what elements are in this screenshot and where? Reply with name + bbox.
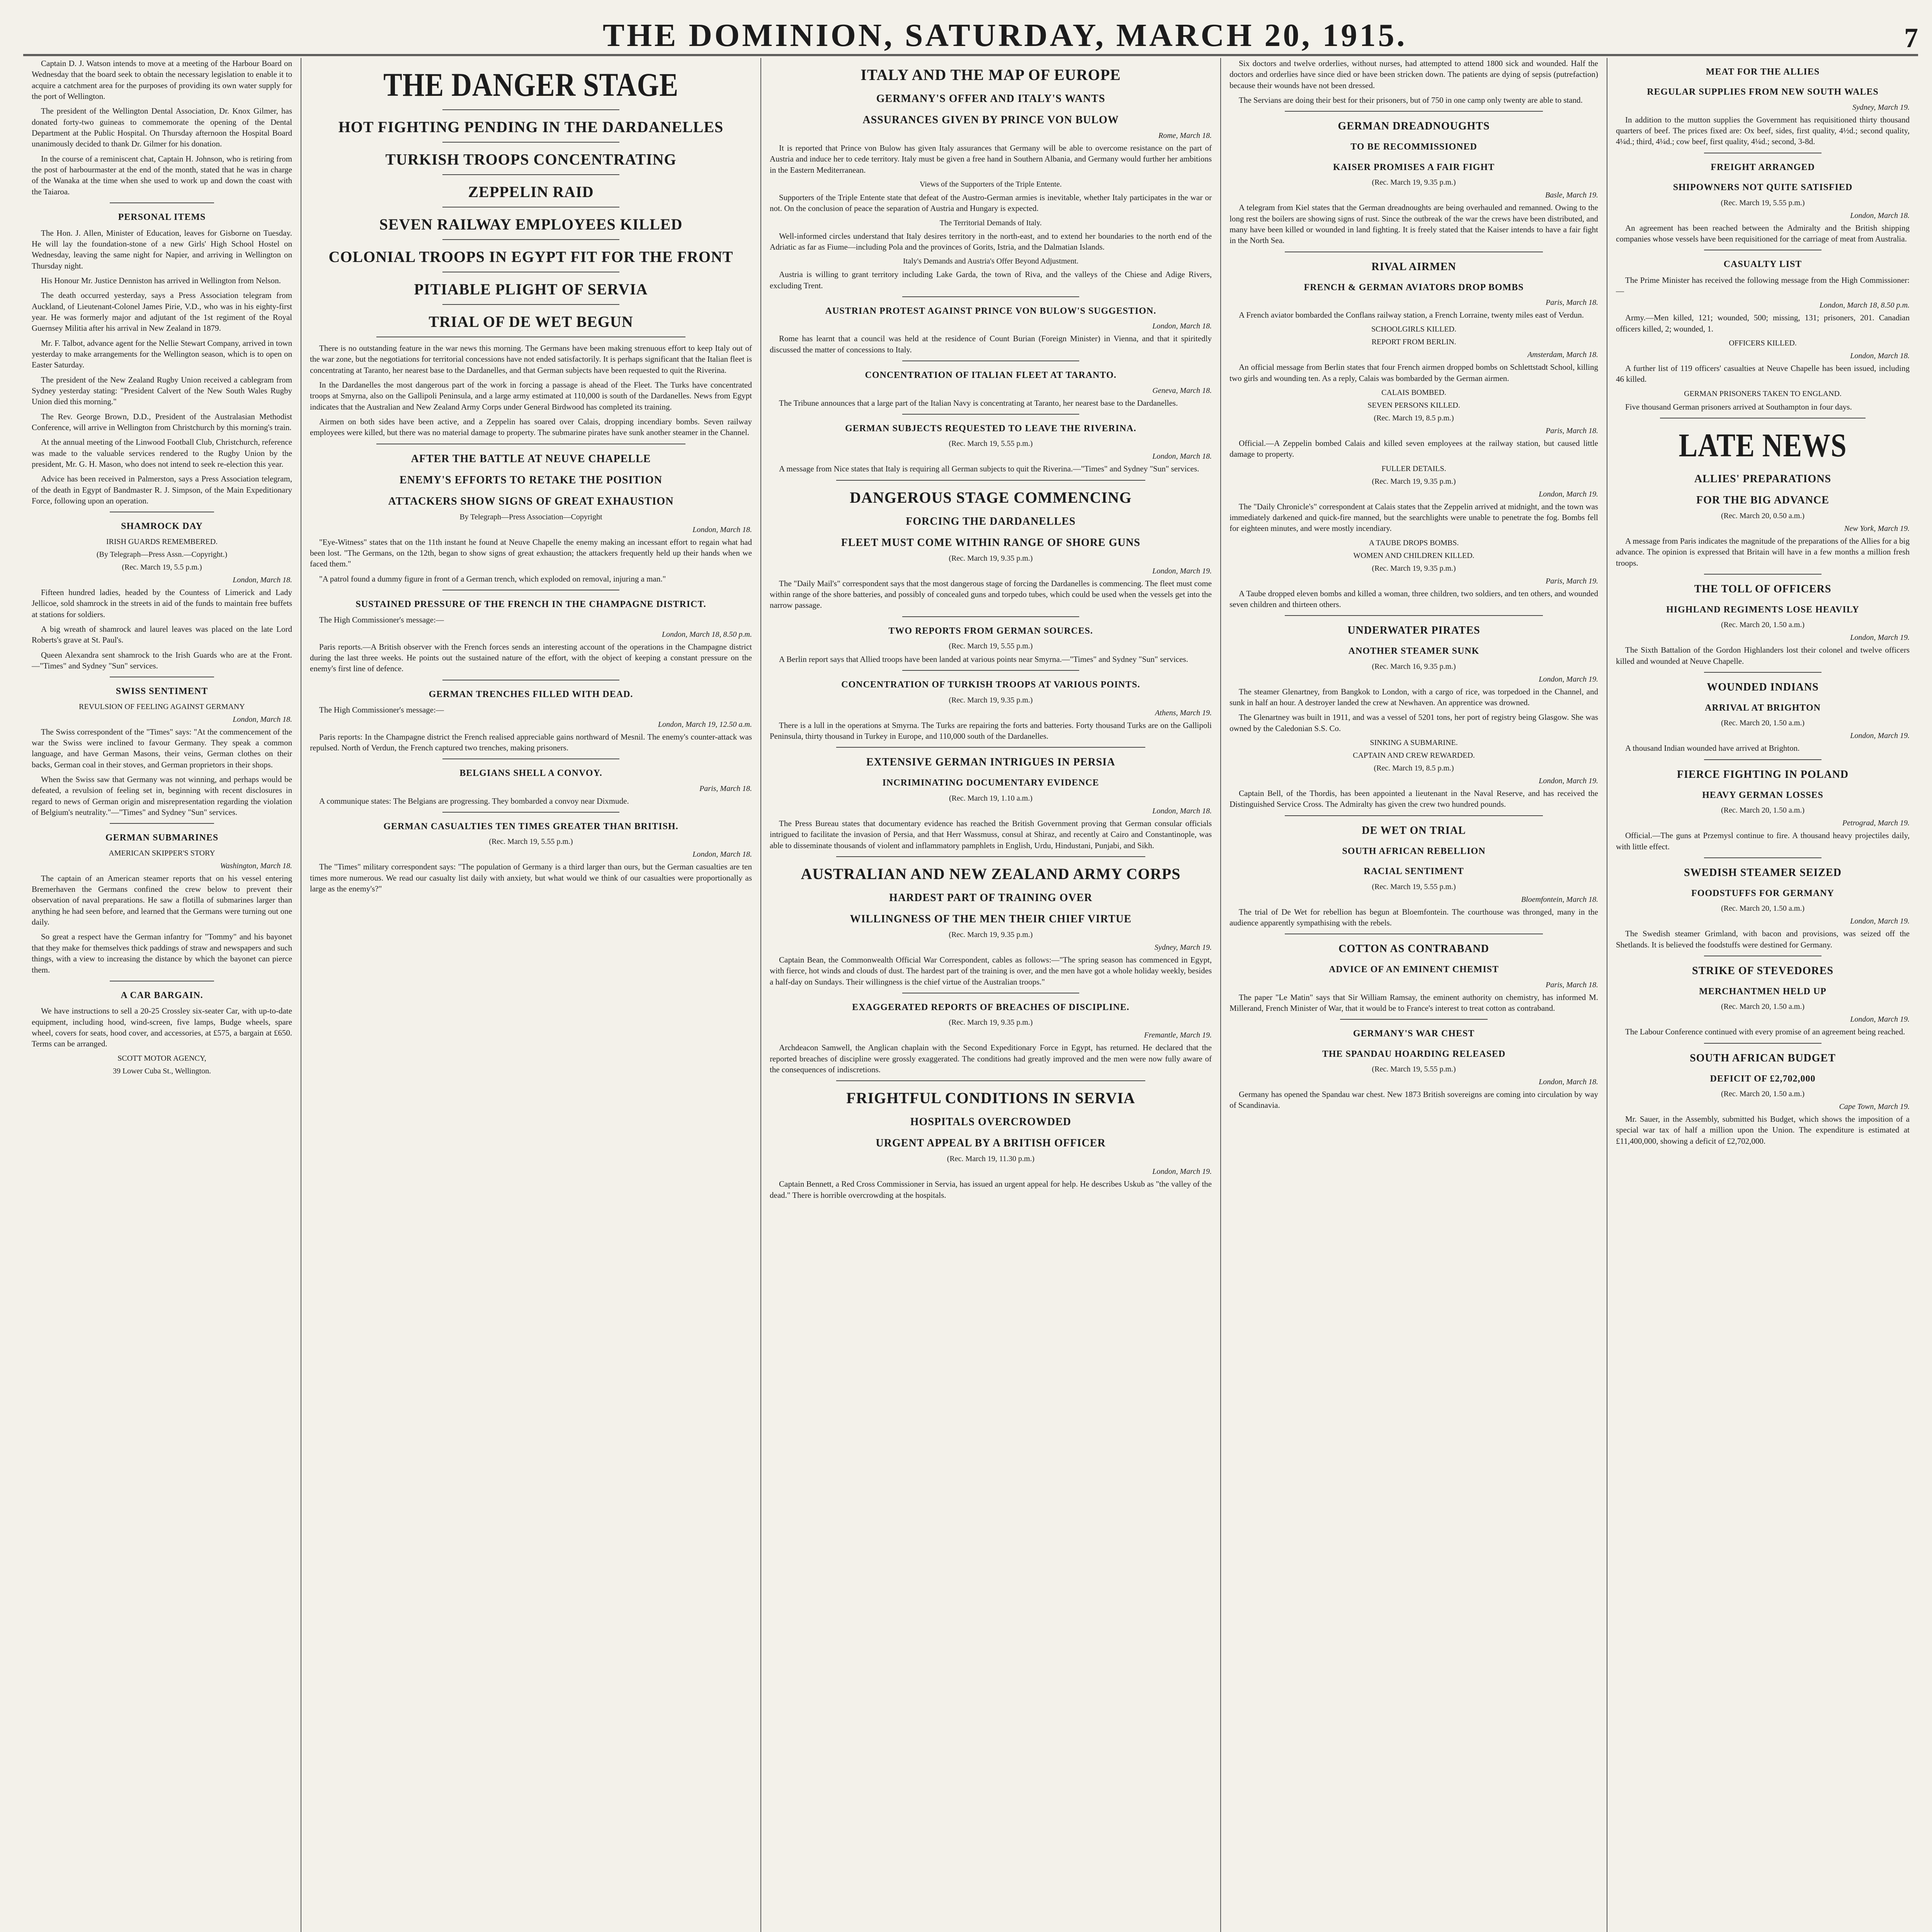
received-date: (Rec. March 19, 5.5 p.m.) — [122, 563, 202, 571]
headline: MERCHANTMEN HELD UP — [1699, 986, 1827, 997]
paragraph: The president of the Wellington Dental Association, Dr. Knox Gilmer, has donated forty-two guineas to commemorate the opening of the Dental Department at the Public Hospital. On Thursday afternoon the Hospital Board unanimously decided to thank Dr. Gilmer for his donation. — [32, 106, 292, 149]
headline: EXAGGERATED REPORTS OF BREACHES OF DISCIPLINE. — [852, 1002, 1129, 1012]
headline: DANGEROUS STAGE COMMENCING — [850, 488, 1132, 506]
headline: SEVEN RAILWAY EMPLOYEES KILLED — [379, 215, 683, 233]
dateline: Paris, March 18. — [1546, 980, 1598, 989]
paragraph: Well-informed circles understand that Italy desires territory in the north-east, and to extend her boundaries to the north end of the Adriatic as far as Fiume—including Pola and the provinces of Gorits, Istria, and the Dalmatian Islands. — [770, 231, 1212, 252]
paragraph: Mr. Sauer, in the Assembly, submitted his Budget, which shows the imposition of a special war tax of half a million upon the Union. The expenditure is estimated at £11,400,000, showing a deficit of £2,702,000. — [1616, 1114, 1910, 1146]
headline: UNDERWATER PIRATES — [1347, 624, 1480, 637]
paragraph: The Prime Minister has received the following message from the High Commissioner:— — [1616, 275, 1910, 296]
received-date: (Rec. March 19, 5.55 p.m.) — [949, 439, 1033, 448]
subheading: SEVEN PERSONS KILLED. — [1367, 401, 1460, 410]
received-date: (Rec. March 19, 5.55 p.m.) — [1372, 882, 1456, 891]
subheading: FULLER DETAILS. — [1381, 464, 1446, 473]
subheadline: IRISH GUARDS REMEMBERED. — [106, 537, 218, 546]
headline: SHIPOWNERS NOT QUITE SATISFIED — [1673, 182, 1853, 193]
dateline: London, March 19. — [1539, 675, 1598, 684]
headline: HOSPITALS OVERCROWDED — [910, 1116, 1071, 1128]
paragraph: An official message from Berlin states that four French airmen dropped bombs on Schlettstadt School, killing two girls and wounding ten. As a reply, Calais was bombarded by the German airmen. — [1230, 362, 1598, 383]
paragraph: A French aviator bombarded the Conflans railway station, a French Lorraine, twenty miles east of Verdun. — [1239, 310, 1584, 320]
headline: WOUNDED INDIANS — [1707, 681, 1819, 694]
subheading: The Territorial Demands of Italy. — [939, 218, 1042, 227]
headline: ITALY AND THE MAP OF EUROPE — [861, 66, 1121, 83]
divider — [110, 823, 214, 824]
headline: WILLINGNESS OF THE MEN THEIR CHIEF VIRTUE — [850, 913, 1132, 925]
paragraph: The "Daily Mail's" correspondent says that the most dangerous stage of forcing the Dardanelles is commencing. The fleet must come within range of the shore batteries, and possibly of concealed guns and torpedo tubes, which could be used when the vessels get into the narrow passage. — [770, 578, 1212, 610]
paragraph: Austria is willing to grant territory including Lake Garda, the town of Riva, and the valleys of the Chiese and Adige Rivers, excluding Trent. — [770, 270, 1212, 290]
headline: HARDEST PART OF TRAINING OVER — [889, 891, 1092, 904]
received-date: (Rec. March 20, 1.50 a.m.) — [1721, 1090, 1805, 1099]
columns — [23, 58, 1918, 1932]
headline: GERMANY'S WAR CHEST — [1353, 1029, 1475, 1039]
headline: AUSTRALIAN AND NEW ZEALAND ARMY CORPS — [801, 865, 1181, 883]
received-date: (Rec. March 20, 1.50 a.m.) — [1721, 904, 1805, 913]
headline: BELGIANS SHELL A CONVOY. — [459, 768, 602, 779]
headline: COLONIAL TROOPS IN EGYPT FIT FOR THE FRONT — [328, 248, 733, 265]
headline: SHAMROCK DAY — [121, 521, 203, 532]
subheading: A TAUBE DROPS BOMBS. — [1369, 538, 1459, 547]
paragraph: Six doctors and twelve orderlies, without nurses, had attempted to attend 1800 sick and wounded. Half the doctors and orderlies have since died or have been stricken down. The patients are dying of sepsis (putrefaction) because their wounds have not been dressed. — [1230, 59, 1598, 90]
divider — [902, 414, 1079, 415]
subheading: Italy's Demands and Austria's Offer Beyond Adjustment. — [903, 257, 1078, 266]
paragraph: Mr. F. Talbot, advance agent for the Nellie Stewart Company, arrived in town yesterday to make arrangements for the Wellington season, which is to open on Easter Saturday. — [32, 338, 292, 370]
subheadline: AMERICAN SKIPPER'S STORY — [109, 849, 215, 857]
headline: PERSONAL ITEMS — [118, 212, 206, 223]
divider — [836, 747, 1146, 748]
headline: PITIABLE PLIGHT OF SERVIA — [414, 280, 648, 298]
paragraph: The trial of De Wet for rebellion has begun at Bloemfontein. The courthouse was thronged, many in the audience apparently sympathising with the rebels. — [1230, 907, 1598, 927]
headline-main: THE DANGER STAGE — [383, 66, 679, 103]
paragraph: In addition to the mutton supplies the Government has requisitioned thirty thousand quarters of beef. The prices fixed are: Ox beef, sides, first quality, 4½d.; second quality, 4¼d.; third, 4¼d.; cow beef, first quality, 4¼d.; second, 3-8d. — [1616, 115, 1910, 146]
divider — [902, 296, 1079, 297]
received-date: (Rec. March 19, 9.35 p.m.) — [1372, 564, 1456, 573]
received-date: (Rec. March 19, 9.35 p.m.) — [1372, 178, 1456, 187]
masthead — [23, 8, 1918, 56]
paragraph: Captain Bean, the Commonwealth Official War Correspondent, cables as follows:—"The spring season has commenced in Egypt, with fierce, hot winds and clouds of dust. The hardest part of the training is over, and the men have got a whole holiday weekly, besides a half-day on Sundays. Their willingness is the chief virtue of the Australian troops." — [770, 955, 1212, 986]
headline: FRIGHTFUL CONDITIONS IN SERVIA — [846, 1089, 1135, 1107]
subheading: CAPTAIN AND CREW REWARDED. — [1353, 751, 1475, 760]
received-date: (Rec. March 19, 9.35 p.m.) — [949, 696, 1033, 704]
headline: FOR THE BIG ADVANCE — [1696, 494, 1829, 506]
headline: INCRIMINATING DOCUMENTARY EVIDENCE — [882, 778, 1099, 788]
dateline: Geneva, March 18. — [1152, 386, 1212, 395]
headline: CONCENTRATION OF ITALIAN FLEET AT TARANTO. — [865, 370, 1117, 381]
dateline: London, March 18. — [692, 850, 752, 859]
headline: TO BE RECOMMISSIONED — [1350, 142, 1477, 152]
headline: GERMANY'S OFFER AND ITALY'S WANTS — [876, 93, 1105, 105]
dateline: Petrograd, March 19. — [1842, 819, 1910, 828]
headline: FRENCH & GERMAN AVIATORS DROP BOMBS — [1304, 282, 1524, 293]
headline: THE TOLL OF OFFICERS — [1694, 583, 1832, 595]
dateline: London, March 18. — [1152, 806, 1212, 815]
received-date: (Rec. March 20, 1.50 a.m.) — [1721, 1002, 1805, 1011]
received-date: (Rec. March 16, 9.35 p.m.) — [1372, 662, 1456, 671]
headline: TURKISH TROOPS CONCENTRATING — [385, 150, 677, 168]
headline: SUSTAINED PRESSURE OF THE FRENCH IN THE CHAMPAGNE DISTRICT. — [355, 599, 706, 610]
divider — [1704, 574, 1821, 575]
divider — [1704, 759, 1821, 760]
headline: GERMAN SUBMARINES — [105, 833, 219, 843]
dateline: London, March 19. — [1850, 731, 1910, 740]
paragraph: Official.—A Zeppelin bombed Calais and killed seven employees at the railway station, but caused little damage to property. — [1230, 438, 1598, 459]
dateline: Paris, March 19. — [1546, 577, 1598, 585]
received-date: (Rec. March 19, 9.35 p.m.) — [949, 1018, 1033, 1027]
headline: EXTENSIVE GERMAN INTRIGUES IN PERSIA — [866, 756, 1116, 769]
headline: URGENT APPEAL BY A BRITISH OFFICER — [876, 1137, 1106, 1150]
dateline: Sydney, March 19. — [1154, 943, 1212, 952]
received-date: (Rec. March 19, 9.35 p.m.) — [949, 554, 1033, 563]
received-date: (Rec. March 19, 5.55 p.m.) — [489, 837, 573, 846]
divider — [442, 812, 619, 813]
byline: By Telegraph—Press Association—Copyright — [459, 512, 602, 521]
paragraph: The Tribune announces that a large part of the Italian Navy is concentrating at Taranto, her nearest base to the Dardanelles. — [779, 398, 1178, 408]
paragraph: Germany has opened the Spandau war chest. New 1873 British sovereigns are coming into circulation by way of Scandinavia. — [1230, 1090, 1598, 1110]
paragraph: The death occurred yesterday, says a Press Association telegram from Auckland, of Lieutenant-Colonel James Pirie, V.D., who was in his eighty-first year. He was formerly major and adjutant of the 1st regiment of the Royal Guernsey Militia after his arrival in New Zealand in 1879. — [32, 291, 292, 333]
headline: GERMAN SUBJECTS REQUESTED TO LEAVE THE RIVERINA. — [845, 423, 1136, 434]
subheading: WOMEN AND CHILDREN KILLED. — [1353, 551, 1475, 560]
dateline: London, March 18. — [1850, 352, 1910, 361]
paragraph: "Eye-Witness" states that on the 11th instant he found at Neuve Chapelle the enemy making an incessant effort to regain what had been lost. "The Germans, on the 12th, began to show signs of great exhaustion; the attackers frequently held up their hands when we faced them." — [310, 537, 752, 569]
headline: FLEET MUST COME WITHIN RANGE OF SHORE GUNS — [841, 536, 1141, 549]
received-date: (Rec. March 19, 5.55 p.m.) — [949, 642, 1033, 651]
paragraph: A telegram from Kiel states that the German dreadnoughts are being overhauled and remanned. Owing to the long rest the boilers are showing signs of rust. Since the outbreak of the war the crews have been distributed, and many have been killed or wounded in land fighting. It is freely stated that the Kaiser intends to have a fair fight in the North Sea. — [1230, 203, 1598, 245]
dateline: Rome, March 18. — [1158, 131, 1212, 140]
headline: CASUALTY LIST — [1723, 259, 1802, 270]
received-date: (Rec. March 20, 1.50 a.m.) — [1721, 806, 1805, 815]
column-2 — [301, 58, 761, 1932]
column-1 — [23, 58, 301, 1932]
dateline: London, March 19, 12.50 a.m. — [658, 720, 752, 729]
divider — [836, 1080, 1146, 1081]
subheading: OFFICERS KILLED. — [1729, 339, 1797, 348]
paragraph: There is no outstanding feature in the war news this morning. The Germans have been making strenuous effort to keep Italy out of the war zone, but the negotiations for territorial concessions have not ended satisfactorily. It is perhaps significant that the Italian fleet is concentrating at Taranto, her nearest base to the Dardanelles, and that German subjects have been requested to quit the Riverina. — [310, 343, 752, 375]
divider — [442, 142, 619, 143]
divider — [110, 202, 214, 203]
headline: FORCING THE DARDANELLES — [906, 515, 1076, 527]
dateline: Paris, March 18. — [699, 784, 752, 793]
dateline: Cape Town, March 19. — [1839, 1102, 1910, 1111]
dateline: Paris, March 18. — [1546, 298, 1598, 307]
subheading: Views of the Supporters of the Triple Entente. — [920, 180, 1062, 189]
paragraph: The High Commissioner's message:— — [319, 705, 444, 715]
headline: FREIGHT ARRANGED — [1711, 162, 1815, 172]
paragraph: Five thousand German prisoners arrived at Southampton in four days. — [1625, 402, 1852, 412]
dateline: London, March 18. — [233, 715, 292, 724]
paragraph: Army.—Men killed, 121; wounded, 500; missing, 131; prisoners, 201. Canadian officers killed, 2; wounded, 1. — [1616, 313, 1910, 333]
paragraph: Official.—The guns at Przemysl continue to fire. A thousand heavy projectiles daily, with little effect. — [1616, 831, 1910, 851]
received-date: (Rec. March 20, 1.50 a.m.) — [1721, 719, 1805, 728]
dateline: London, March 18. — [1152, 322, 1212, 331]
paragraph: When the Swiss saw that Germany was not winning, and perhaps would be defeated, a revulsion of feeling set in, beginning with recent disclosures in regard to news of German origin and misrepresentation regarding the violation of Belgium's neutrality."—"Times" and Sydney "Sun" services. — [32, 774, 292, 817]
paragraph: In the course of a reminiscent chat, Captain H. Johnson, who is retiring from the post of harbourmaster at the end of the month, stated that he was in charge of the Wanaka at the time when she used to work up and down the coast with the Taiaroa. — [32, 154, 292, 196]
headline: GERMAN DREADNOUGHTS — [1338, 120, 1490, 133]
paragraph: His Honour Mr. Justice Denniston has arrived in Wellington from Nelson. — [41, 276, 281, 285]
received-date: (Rec. March 19, 8.5 p.m.) — [1374, 764, 1454, 773]
paragraph: Archdeacon Samwell, the Anglican chaplain with the Second Expeditionary Force in Egypt, has returned. He declared that the reported breaches of discipline were grossly exaggerated. The conditions had greatly improved and the men were now fully aware of the consequences of indiscretions. — [770, 1043, 1212, 1075]
headline: MEAT FOR THE ALLIES — [1706, 67, 1820, 77]
received-date: (Rec. March 19, 9.35 p.m.) — [949, 930, 1033, 939]
received-date: (Rec. March 19, 9.35 p.m.) — [1372, 477, 1456, 486]
received-date: (Rec. March 19, 5.55 p.m.) — [1372, 1065, 1456, 1074]
dateline: London, March 18. — [692, 525, 752, 534]
headline: ENEMY'S EFFORTS TO RETAKE THE POSITION — [400, 474, 662, 486]
headline: ASSURANCES GIVEN BY PRINCE VON BULOW — [862, 114, 1119, 126]
paragraph: A communique states: The Belgians are progressing. They bombarded a convoy near Dixmude. — [319, 796, 629, 806]
paragraph: It is reported that Prince von Bulow has given Italy assurances that Germany will be able to overcome resistance on the part of Austria and induce her to cede territory. Italy must be given a free hand in Southern Albania, and Germany would further her ambitions in the Eastern Mediterranean. — [770, 143, 1212, 175]
paragraph: The president of the New Zealand Rugby Union received a cablegram from Sydney yesterday stating: "President Calvert of the New South Wales Rugby Union died this morning." — [32, 375, 292, 406]
paragraph: A thousand Indian wounded have arrived at Brighton. — [1625, 743, 1800, 753]
paragraph: A message from Paris indicates the magnitude of the preparations of the Allies for a big advance. The opinion is expressed that Britain will have in a few months a million fresh troops. — [1616, 536, 1910, 568]
received-date: (Rec. March 19, 5.55 p.m.) — [1721, 198, 1805, 207]
divider — [442, 109, 619, 110]
divider — [442, 239, 619, 240]
received-date: (Rec. March 19, 11.30 p.m.) — [947, 1155, 1035, 1163]
dateline: Bloemfontein, March 18. — [1521, 895, 1598, 904]
headline: TRIAL OF DE WET BEGUN — [429, 313, 633, 330]
dateline: Athens, March 19. — [1155, 708, 1212, 717]
headline: KAISER PROMISES A FAIR FIGHT — [1333, 162, 1495, 172]
paragraph: A Taube dropped eleven bombs and killed a woman, three children, two soldiers, and ten others, and wounded seven children and thirteen others. — [1230, 588, 1598, 609]
headline: SOUTH AFRICAN REBELLION — [1342, 846, 1486, 856]
paragraph: The Press Bureau states that documentary evidence has reached the British Government proving that German consular officials intrigued to facilitate the invasion of Persia, and that Herr Wassmuss, consul at Shiraz, and recently at Cairo and Constantinople, was able to disseminate thousands of violent and inflammatory pamphlets in English, Urdu, Hindustani, Punjabi, and Sikh. — [770, 818, 1212, 850]
received-date: (Rec. March 19, 8.5 p.m.) — [1374, 413, 1454, 422]
headline: GERMAN TRENCHES FILLED WITH DEAD. — [429, 689, 633, 699]
dateline: London, March 18. — [1152, 452, 1212, 461]
dateline: London, March 18, 8.50 p.m. — [662, 630, 752, 639]
headline: FOODSTUFFS FOR GERMANY — [1691, 888, 1834, 898]
headline: AFTER THE BATTLE AT NEUVE CHAPELLE — [411, 452, 651, 465]
masthead-title: THE DOMINION, SATURDAY, MARCH 20, 1915. — [603, 17, 1407, 53]
subheading: GERMAN PRISONERS TAKEN TO ENGLAND. — [1684, 389, 1842, 398]
received-date: (Rec. March 20, 0.50 a.m.) — [1721, 511, 1805, 520]
dateline: Washington, March 18. — [220, 861, 292, 870]
advert-address: 39 Lower Cuba St., Wellington. — [112, 1066, 211, 1075]
dateline: Amsterdam, March 18. — [1527, 350, 1598, 359]
paragraph: A further list of 119 officers' casualties at Neuve Chapelle has been issued, including 46 killed. — [1616, 364, 1910, 384]
paragraph: The captain of an American steamer reports that on his vessel entering Bremerhaven the Germans confined the crew below to prevent their observation of naval preparations. He saw a flotilla of submarines larger than anything he had seen before, and learned that the Germans were turning out one daily. — [32, 873, 292, 927]
divider — [1285, 615, 1543, 616]
paragraph: Captain Bell, of the Thordis, has been appointed a lieutenant in the Naval Reserve, and has received the Distinguished Service Cross. The Admiralty has given the crew two hundred pounds. — [1230, 789, 1598, 809]
headline: COTTON AS CONTRABAND — [1338, 943, 1489, 955]
divider — [1285, 111, 1543, 112]
paragraph: The "Times" military correspondent says: "The population of Germany is a third larger than ours, but the German casualties are ten times more numerous. We read our casualty list daily with anxiety, but what would we think of our casualties were proportionally as large as the enemy's?" — [310, 862, 752, 894]
divider — [442, 304, 619, 305]
dateline: London, March 19. — [1850, 633, 1910, 642]
paragraph: The Labour Conference continued with every promise of an agreement being reached. — [1625, 1027, 1905, 1037]
divider — [1704, 857, 1821, 858]
paragraph: There is a lull in the operations at Smyrna. The Turks are repairing the forts and batteries. Forty thousand Turks are on the Gallipoli Peninsula, thirty thousand in Turkey in Europe, and 110,000 south of the Dardanelles. — [770, 720, 1212, 741]
divider — [836, 480, 1146, 481]
paragraph: The Rev. George Brown, D.D., President of the Australasian Methodist Conference, will arrive in Wellington from Christchurch by this morning's train. — [32, 412, 292, 432]
column-4 — [1221, 58, 1607, 1932]
headline: STRIKE OF STEVEDORES — [1692, 964, 1833, 977]
headline: ANOTHER STEAMER SUNK — [1348, 646, 1480, 656]
headline: AUSTRIAN PROTEST AGAINST PRINCE VON BULOW'S SUGGESTION. — [825, 306, 1156, 316]
headline: REGULAR SUPPLIES FROM NEW SOUTH WALES — [1647, 87, 1879, 97]
column-3 — [761, 58, 1221, 1932]
headline: HEAVY GERMAN LOSSES — [1702, 790, 1823, 800]
paragraph: At the annual meeting of the Linwood Football Club, Christchurch, reference was made to the valuable services rendered to the Rugby Union by the president, Mr. G. H. Mason, who does not intend to seek re-election this year. — [32, 437, 292, 469]
headline: HIGHLAND REGIMENTS LOSE HEAVILY — [1666, 605, 1859, 615]
advert-name: SCOTT MOTOR AGENCY, — [117, 1054, 206, 1063]
paragraph: Airmen on both sides have been active, and a Zeppelin has soared over Calais, dropping incendiary bombs. Seven railway employees were killed, but there was no material damage to property. The submarine pirates have sunk another steamer in the Channel. — [310, 417, 752, 437]
headline: DEFICIT OF £2,702,000 — [1710, 1073, 1816, 1084]
dateline: Basle, March 19. — [1545, 191, 1598, 200]
dateline: London, March 19. — [1850, 1015, 1910, 1024]
paragraph: The Servians are doing their best for their prisoners, but of 750 in one camp only twenty are able to stand. — [1239, 95, 1583, 105]
divider — [902, 616, 1079, 617]
paragraph: A message from Nice states that Italy is requiring all German subjects to quit the Riverina.—"Times" and Sydney "Sun" services. — [779, 464, 1199, 474]
dateline: New York, March 19. — [1844, 524, 1910, 533]
paragraph: Queen Alexandra sent shamrock to the Irish Guards who are at the Front.—"Times" and Sydney "Sun" services. — [32, 650, 292, 670]
paragraph: Paris reports: In the Champagne district the French realised appreciable gains northward of Mesnil. The enemy's counter-attack was repulsed. North of Verdun, the French captured two trenches, making prisoners. — [310, 732, 752, 752]
headline: SOUTH AFRICAN BUDGET — [1690, 1052, 1836, 1064]
advert-headline: A CAR BARGAIN. — [121, 990, 203, 1000]
paragraph: The Sixth Battalion of the Gordon Highlanders lost their colonel and twelve officers killed and wounded at Neuve Chapelle. — [1616, 645, 1910, 666]
divider — [836, 856, 1146, 857]
headline: SWISS SENTIMENT — [116, 686, 208, 697]
headline: ADVICE OF AN EMINENT CHEMIST — [1328, 964, 1499, 975]
divider — [442, 174, 619, 175]
dateline: Sydney, March 19. — [1852, 103, 1910, 112]
paragraph: The steamer Glenartney, from Bangkok to London, with a cargo of rice, was torpedoed in the Channel, and sunk in half an hour. A destroyer landed the crew at Newhaven. An apprentice was drowned. — [1230, 687, 1598, 707]
subheadline: REVULSION OF FEELING AGAINST GERMANY — [79, 702, 245, 711]
dateline: London, March 19. — [1539, 490, 1598, 498]
dateline: London, March 19. — [1539, 777, 1598, 786]
headline: ATTACKERS SHOW SIGNS OF GREAT EXHAUSTION — [388, 495, 674, 507]
paragraph: Rome has learnt that a council was held at the residence of Count Burian (Foreign Minister) in Vienna, and that it spiritedly discussed the matter of concessions to Italy. — [770, 334, 1212, 354]
paragraph: The Hon. J. Allen, Minister of Education, leaves for Gisborne on Tuesday. He will lay the foundation-stone of a new Girls' High School Hostel on Wednesday, leaving the same night for Napier, and arriving in Wellington on Thursday night. — [32, 228, 292, 270]
received-date: (Rec. March 19, 1.10 a.m.) — [949, 794, 1033, 803]
subheading: SCHOOLGIRLS KILLED. — [1371, 325, 1456, 334]
headline-late-news: LATE NEWS — [1679, 427, 1847, 464]
divider — [1704, 1043, 1821, 1044]
paragraph: The Swiss correspondent of the "Times" says: "At the commencement of the war the Swiss were inclined to favour Germany. They speak a common language, and have German Masons, their veins, German clothes on their backs, German coal in their stoves, and German proprietors in their shops. — [32, 727, 292, 769]
headline: ALLIES' PREPARATIONS — [1694, 473, 1832, 485]
divider — [902, 670, 1079, 671]
subheading: REPORT FROM BERLIN. — [1371, 338, 1456, 347]
divider — [1340, 1019, 1488, 1020]
divider — [1704, 672, 1821, 673]
headline: ARRIVAL AT BRIGHTON — [1705, 703, 1821, 713]
headline: HOT FIGHTING PENDING IN THE DARDANELLES — [338, 118, 724, 136]
paragraph: In the Dardanelles the most dangerous part of the work in forcing a passage is ahead of the Fleet. The Turks have concentrated troops at Smyrna, also on the Gallipoli Peninsula, and a large army estimated at 110,000 is south of the Dardanelles. News from Egypt indicates that the Australian and New Zealand Army Corps under General Birdwood has completed its training. — [310, 380, 752, 412]
dateline: Fremantle, March 19. — [1144, 1031, 1212, 1040]
paragraph: "A patrol found a dummy figure in front of a German trench, which exploded on removal, injuring a man." — [319, 574, 666, 583]
page-number: 7 — [1904, 22, 1918, 53]
dateline: London, March 18. — [1539, 1078, 1598, 1087]
headline: GERMAN CASUALTIES TEN TIMES GREATER THAN BRITISH. — [383, 821, 679, 832]
dateline: London, March 18. — [233, 575, 292, 584]
paragraph: Captain D. J. Watson intends to move at a meeting of the Harbour Board on Wednesday that the board seek to obtain the necessary legislation to enable it to acquire a catchment area for the purposes of providing its own water supply for the port of Wellington. — [32, 59, 292, 101]
headline: TWO REPORTS FROM GERMAN SOURCES. — [888, 626, 1093, 636]
headline: FIERCE FIGHTING IN POLAND — [1677, 768, 1849, 781]
dateline: London, March 18. — [1850, 211, 1910, 220]
paragraph: The Glenartney was built in 1911, and was a vessel of 5201 tons, her port of registry being Glasgow. She was owned by the Caledonian S.S. Co. — [1230, 713, 1598, 733]
dateline: London, March 19. — [1152, 1167, 1212, 1176]
paragraph: The paper "Le Matin" says that Sir William Ramsay, the eminent authority on chemistry, has informed M. Millerand, French Minister of War, that it would be to France's interest to treat cotton as contraband. — [1230, 992, 1598, 1013]
paragraph: Paris reports.—A British observer with the French forces sends an interesting account of the operations in the Champagne district during the last three weeks. He points out the sustained nature of the effort, with the object of keeping a constant pressure on the enemy's first line of defence. — [310, 642, 752, 673]
headline: CONCENTRATION OF TURKISH TROOPS AT VARIOUS POINTS. — [841, 680, 1140, 690]
paragraph: Captain Bennett, a Red Cross Commissioner in Servia, has issued an urgent appeal for help. He describes Uskub as "the valley of the dead." There is horrible overcrowding at the hospitals. — [770, 1179, 1212, 1200]
paragraph: A big wreath of shamrock and laurel leaves was placed on the late Lord Roberts's grave at St. Paul's. — [32, 624, 292, 645]
received-date: (Rec. March 20, 1.50 a.m.) — [1721, 621, 1805, 629]
paragraph: The Swedish steamer Grimland, with bacon and provisions, was seized off the Shetlands. It is believed the foodstuffs were destined for Germany. — [1616, 929, 1910, 949]
column-5 — [1607, 58, 1918, 1932]
headline: RACIAL SENTIMENT — [1364, 866, 1464, 877]
paragraph: Fifteen hundred ladies, headed by the Countess of Limerick and Lady Jellicoe, sold shamrock in the streets in aid of the funds to maintain free buffets at stations for soldiers. — [32, 587, 292, 619]
advert-text: We have instructions to sell a 20-25 Crossley six-seater Car, with up-to-date equipment, including hood, wind-screen, five lamps, Budge wheels, spare wheel, covers for seats, hood cover, and accessories, at £575, a bargain at £650. Terms can be arranged. — [32, 1006, 292, 1049]
paragraph: Supporters of the Triple Entente state that defeat of the Austro-German armies is inevitable, whether Italy participates in the war or not. On the conclusion of peace the separation of Austria and Hungary is expected. — [770, 193, 1212, 213]
headline: THE SPANDAU HOARDING RELEASED — [1322, 1049, 1506, 1059]
paragraph: A Berlin report says that Allied troops have been landed at various points near Smyrna.—"Times" and Sydney "Sun" services. — [779, 655, 1188, 664]
headline: SWEDISH STEAMER SEIZED — [1684, 866, 1842, 879]
divider — [1285, 815, 1543, 816]
paragraph: Advice has been received in Palmerston, says a Press Association telegram, of the death in Egypt of Bandmaster R. J. Simpson, of the Main Expeditionary Force, following upon an operation. — [32, 474, 292, 506]
paragraph: The High Commissioner's message:— — [319, 615, 444, 625]
paragraph: The "Daily Chronicle's" correspondent at Calais states that the Zeppelin arrived at midnight, and the town was immediately darkened and quick-fire manned, but the searchlights were unable to penetrate the fog. Bombs fell for eighteen minutes, and were mostly incendiary. — [1230, 502, 1598, 533]
headline: RIVAL AIRMEN — [1371, 260, 1456, 273]
dateline: London, March 19. — [1850, 917, 1910, 926]
dateline: Paris, March 18. — [1546, 426, 1598, 435]
paragraph: So great a respect have the German infantry for "Tommy" and his bayonet that they make for themselves thick paddings of straw and newspapers and such things, with a view to increasing the distance by which the bayonet can pierce them. — [32, 932, 292, 975]
subheading: CALAIS BOMBED. — [1381, 388, 1446, 397]
headline: ZEPPELIN RAID — [468, 183, 594, 201]
paragraph: An agreement has been reached between the Admiralty and the British shipping companies whose vessels have been requisitioned for the carriage of meat from Australia. — [1616, 223, 1910, 243]
headline: DE WET ON TRIAL — [1362, 824, 1466, 837]
subheading: SINKING A SUBMARINE. — [1370, 738, 1458, 747]
byline: (By Telegraph—Press Assn.—Copyright.) — [96, 550, 228, 559]
dateline: London, March 18, 8.50 p.m. — [1819, 301, 1910, 310]
dateline: London, March 19. — [1152, 566, 1212, 575]
